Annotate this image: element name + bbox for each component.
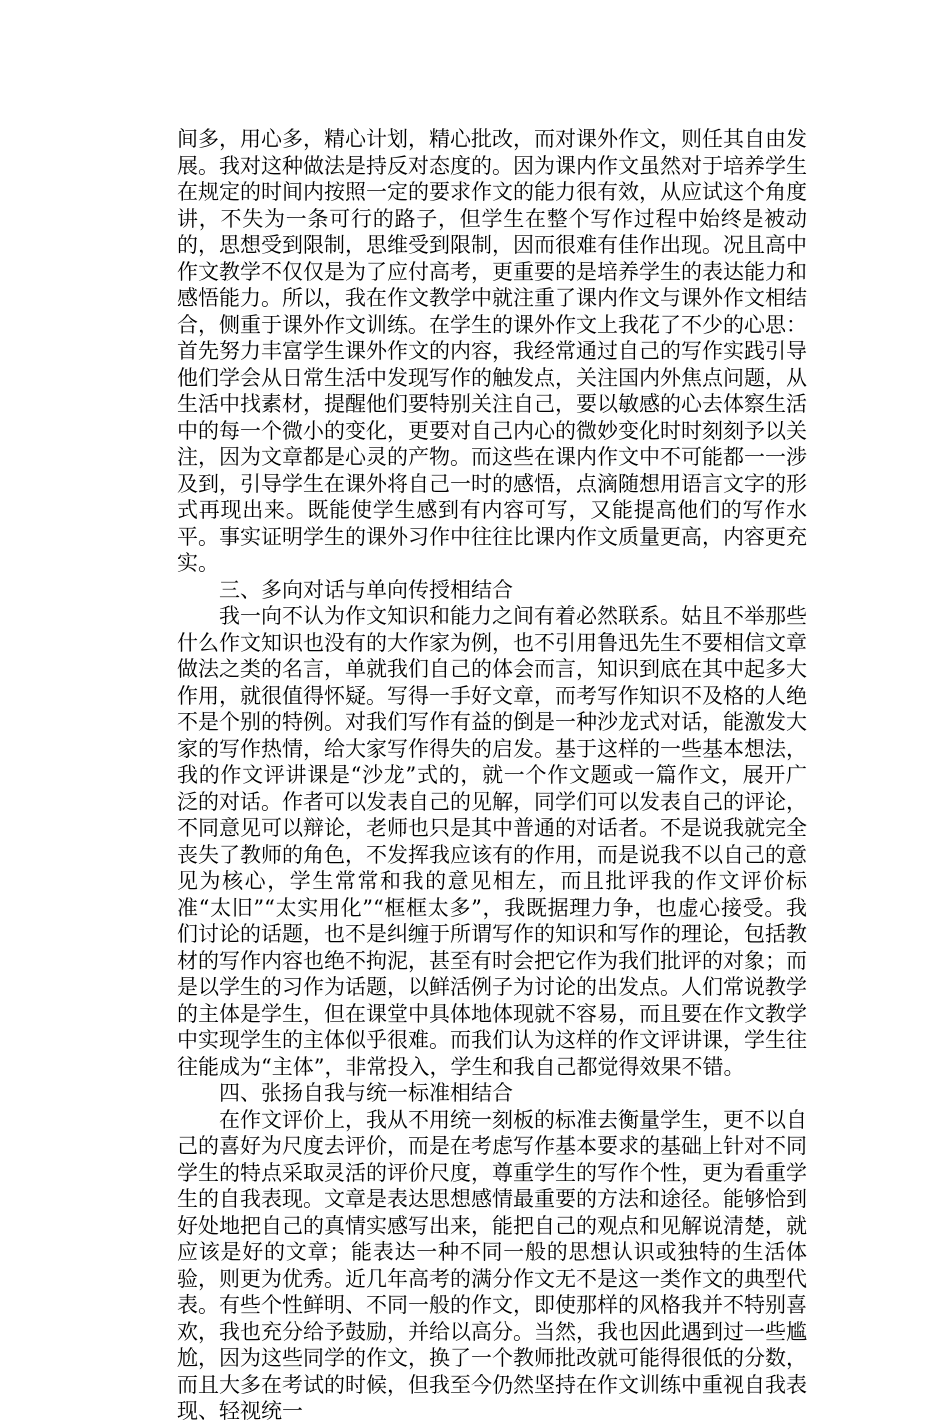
section-heading-three: 三、多向对话与单向传授相结合: [219, 577, 513, 602]
paragraph-continuation: 间多，用心多，精心计划，精心批改，而对课外作文，则任其自由发展。我对这种做法是持反对态度的。因为课内作文虽然对于培养学生在规定的时间内按照一定的要求作文的能力很有效，从应试这个角度讲，不失为一条可行的路子，但学生在整个写作过程中始终是被动的，思想受到限制，思维受到限制，因而很难有佳作出现。况且高中作文教学不仅仅是为了应付高考，更重要的是培养学生的表达能力和感悟能力。所以，我在作文教学中就注重了课内作文与课外作文相结合，侧重于课外作文训练。在学生的课外作文上我花了不少的心思：首先努力丰富学生课外作文的内容，我经常通过自己的写作实践引导他们学会从日常生活中发现写作的触发点，关注国内外焦点问题，从生活中找素材，提醒他们要特别关注自己，要以敏感的心去体察生活中的每一个微小的变化，更要对自己内心的微妙变化时时刻刻予以关注，因为文章都是心灵的产物。而这些在课内作文中不可能都一一涉及到，引导学生在课外将自己一时的感悟，点滴随想用语言文字的形式再现出来。既能使学生感到有内容可写，又能提高他们的写作水平。事实证明学生的课外习作中往往比课内作文质量更高，内容更充实。: [177, 127, 807, 575]
section-heading-four: 四、张扬自我与统一标准相结合: [219, 1081, 513, 1105]
paragraph-section-four-body: 在作文评价上，我从不用统一刻板的标准去衡量学生，更不以自己的喜好为尺度去评价，而是在考虑写作基本要求的基础上针对不同学生的特点采取灵活的评价尺度，尊重学生的写作个性，更为看重学生的自我表现。文章是表达思想感情最重要的方法和途径。能够恰到好处地把自己的真情实感写出来，能把自己的观点和见解说清楚，就应该是好的文章；能表达一种不同一般的思想认识或独特的生活体验，则更为优秀。近几年高考的满分作文无不是这一类作文的典型代表。有些个性鲜明、不同一般的作文，即使那样的风格我并不特别喜欢，我也充分给予鼓励，并给以高分。当然，我也因此遇到过一些尴尬，因为这些同学的作文，换了一个教师批改就可能得很低的分数，而且大多在考试的时候，但我至今仍然坚持在作文训练中重视自我表现、轻视统一: [177, 1107, 807, 1423]
paragraph-section-three-body: 我一向不认为作文知识和能力之间有着必然联系。姑且不举那些什么作文知识也没有的大作家为例，也不引用鲁迅先生不要相信文章做法之类的名言，单就我们自己的体会而言，知识到底在其中起多大作用，就很值得怀疑。写得一手好文章，而考写作知识不及格的人绝不是个别的特例。对我们写作有益的倒是一种沙龙式对话，能激发大家的写作热情，给大家写作得失的启发。基于这样的一些基本想法，我的作文评讲课是“沙龙”式的，就一个作文题或一篇作文，展开广泛的对话。作者可以发表自己的见解，同学们可以发表自己的评论，不同意见可以辩论，老师也只是其中普通的对话者。不是说我就完全丧失了教师的角色，不发挥我应该有的作用，而是说我不以自己的意见为核心，学生常常和我的意见相左，而且批评我的作文评价标准“太旧”“太实用化”“框框太多”，我既据理力争，也虚心接受。我们讨论的话题，也不是纠缠于所谓写作的知识和写作的理论，包括教材的写作内容也绝不拘泥，甚至有时会把它作为我们批评的对象；而是以学生的习作为话题，以鲜活例子为讨论的出发点。人们常说教学的主体是学生，但在课堂中具体地体现就不容易，而且要在作文教学中实现学生的主体似乎很难。而我们认为这样的作文评讲课，学生往往能成为“主体”，非常投入，学生和我自己都觉得效果不错。: [177, 604, 807, 1079]
document-page: [177, 126, 807, 1425]
